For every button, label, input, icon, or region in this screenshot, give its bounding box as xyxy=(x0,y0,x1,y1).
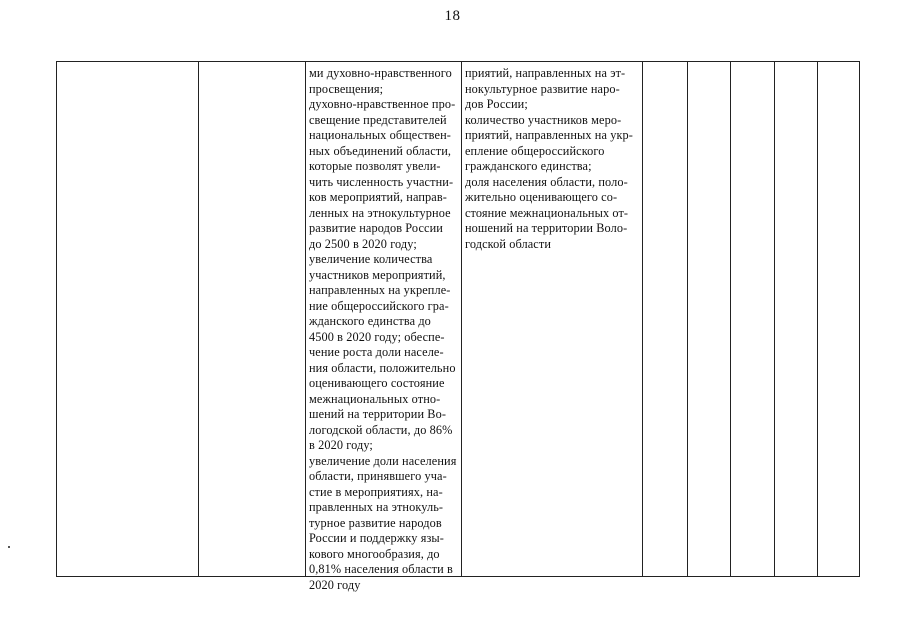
cell-text-line: ков мероприятий, направ- xyxy=(309,190,447,204)
page-number: 18 xyxy=(444,8,461,24)
cell-text-line: правленных на этнокуль- xyxy=(309,500,444,514)
cell-text-line: просвещения; xyxy=(309,81,384,96)
cell-text-line: духовно-нравственное про- xyxy=(309,97,456,111)
cell-text-line: направленных на укрепле- xyxy=(309,283,451,297)
cell-text-line: кового многообразия, до xyxy=(309,546,440,561)
cell-text-line: нокультурное развитие наро- xyxy=(465,81,620,96)
cell-text-line: увеличение доли населения xyxy=(309,453,457,468)
cell-col4-indicators-text xyxy=(465,66,633,252)
column-divider xyxy=(687,61,688,577)
cell-text-line: России и поддержку язы- xyxy=(309,531,444,545)
cell-text-line: оценивающего состояние xyxy=(309,376,445,390)
cell-text-line: 4500 в 2020 году; обеспе- xyxy=(309,329,445,344)
cell-text-line: увеличение количества xyxy=(309,252,433,266)
cell-text-line: в 2020 году; xyxy=(309,438,373,452)
cell-text-line: жданского единства до xyxy=(309,314,431,328)
cell-col3-indicators-text xyxy=(309,66,456,593)
cell-text-line: области, принявшего уча- xyxy=(309,469,447,483)
cell-text-line: приятий, направленных на эт- xyxy=(465,66,626,80)
cell-text-line: ние общероссийского гра- xyxy=(309,298,449,313)
cell-text-line: количество участников меро- xyxy=(465,112,622,127)
cell-text-line: шений на территории Во- xyxy=(309,407,447,421)
cell-text-line: годской области xyxy=(465,236,552,251)
cell-text-line: логодской области, до 86% xyxy=(309,422,453,437)
cell-text-line: епление общероссийского xyxy=(465,143,605,158)
cell-text-line: доля населения области, поло- xyxy=(465,174,628,189)
cell-text-line: стие в мероприятиях, на- xyxy=(309,484,443,499)
cell-text-line: развитие народов России xyxy=(309,221,443,235)
cell-text-line: чить численность участни- xyxy=(309,174,454,189)
cell-text-line: национальных обществен- xyxy=(309,128,451,142)
cell-text-line: приятий, направленных на укр- xyxy=(465,128,633,142)
cell-text-line: ми духовно-нравственного xyxy=(309,66,452,80)
cell-text-line: чение роста доли населе- xyxy=(309,345,444,359)
cell-text-line: гражданского единства; xyxy=(465,159,592,173)
cell-text-line: турное развитие народов xyxy=(309,515,442,530)
cell-text-line: участников мероприятий, xyxy=(309,267,446,282)
column-divider xyxy=(461,61,462,577)
cell-text-line: стояние межнациональных от- xyxy=(465,205,629,220)
column-divider xyxy=(774,61,775,577)
cell-text-line: свещение представителей xyxy=(309,112,447,127)
cell-text-line: 0,81% населения области в xyxy=(309,562,453,576)
cell-text-line: до 2500 в 2020 году; xyxy=(309,236,417,251)
cell-text-line: 2020 году xyxy=(309,577,361,592)
column-divider xyxy=(642,61,643,577)
column-divider xyxy=(730,61,731,577)
cell-text-line: ных объединений области, xyxy=(309,143,452,158)
cell-text-line: ношений на территории Воло- xyxy=(465,221,628,235)
cell-text-line: межнациональных отно- xyxy=(309,391,441,406)
scan-speck xyxy=(8,546,10,548)
column-divider xyxy=(198,61,199,577)
cell-text-line: ния области, положительно xyxy=(309,360,456,375)
cell-text-line: дов России; xyxy=(465,97,528,111)
cell-text-line: которые позволят увели- xyxy=(309,159,441,173)
column-divider xyxy=(817,61,818,577)
table-border xyxy=(56,61,860,577)
cell-text-line: ленных на этнокультурное xyxy=(309,205,451,220)
cell-text-line: жительно оценивающего со- xyxy=(465,190,618,204)
column-divider xyxy=(305,61,306,577)
